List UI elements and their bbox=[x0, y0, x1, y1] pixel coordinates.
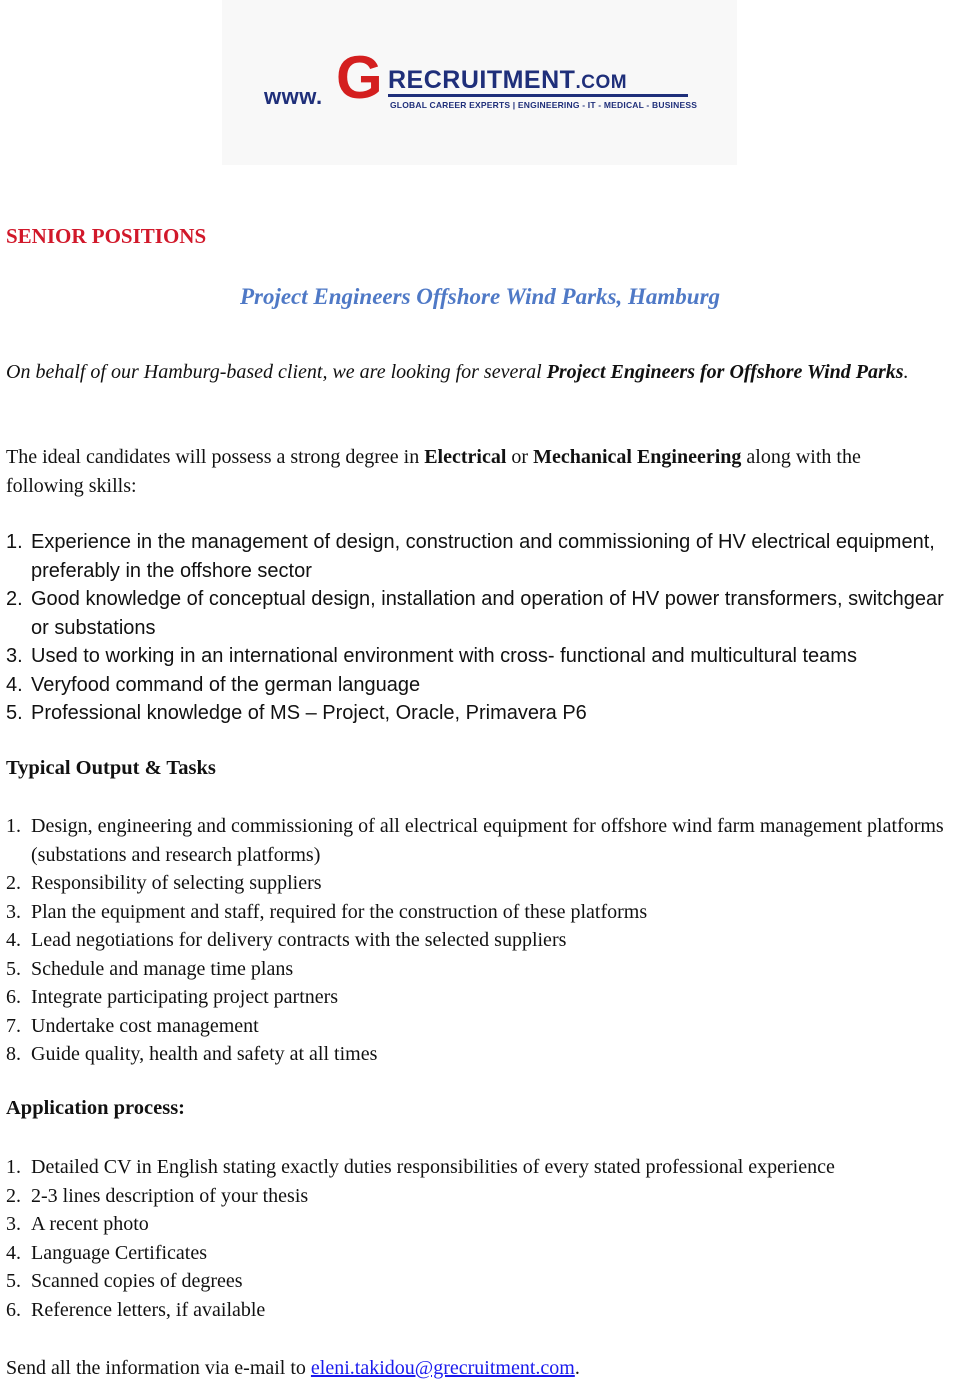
list-item bbox=[6, 1239, 956, 1268]
list-text: Experience in the management of design, construction and commissioning of HV electrical equipment, preferably in the offshore sector bbox=[31, 531, 935, 582]
list-item bbox=[6, 869, 956, 898]
list-item bbox=[6, 585, 956, 642]
list-text: Reference letters, if available bbox=[31, 1298, 266, 1321]
list-item bbox=[6, 983, 956, 1012]
list-item bbox=[6, 812, 956, 869]
list-text: A recent photo bbox=[31, 1213, 149, 1235]
ideal-paragraph bbox=[6, 443, 936, 501]
list-number: 7. bbox=[6, 1014, 21, 1037]
list-text: Professional knowledge of MS – Project, Oracle, Primavera P6 bbox=[31, 702, 587, 724]
list-number: 6. bbox=[6, 986, 21, 1008]
logo-www: www. bbox=[264, 84, 323, 109]
tasks-heading: Typical Output & Tasks bbox=[6, 757, 216, 779]
list-number: 4. bbox=[6, 673, 23, 696]
intro-text: On behalf of our Hamburg-based client, we are looking for several bbox=[6, 361, 547, 383]
list-item bbox=[6, 1210, 956, 1239]
footer-contact bbox=[6, 1354, 580, 1382]
footer-text: Send all the information via e-mail to bbox=[6, 1357, 311, 1379]
ideal-bold1: Electrical bbox=[424, 446, 507, 468]
list-text: Used to working in an international environment with cross- functional and multicultural teams bbox=[31, 645, 857, 667]
list-text: Veryfood command of the german language bbox=[31, 673, 421, 696]
list-text: Design, engineering and commissioning of all electrical equipment for offshore wind farm management platforms (substations and research platforms) bbox=[31, 815, 944, 866]
logo-name-text: RECRUITMENT bbox=[388, 66, 576, 94]
list-item bbox=[6, 699, 956, 728]
list-number: 3. bbox=[6, 645, 23, 667]
ideal-part2: or bbox=[506, 446, 534, 468]
list-text: Guide quality, health and safety at all times bbox=[31, 1043, 378, 1065]
logo-com: .COM bbox=[575, 72, 628, 93]
list-item bbox=[6, 1182, 956, 1211]
list-number: 4. bbox=[6, 1241, 21, 1264]
list-text: Scanned copies of degrees bbox=[31, 1270, 243, 1292]
list-number: 2. bbox=[6, 872, 21, 894]
list-text: 2-3 lines description of your thesis bbox=[31, 1184, 309, 1207]
list-number: 1. bbox=[6, 531, 23, 553]
logo-tagline: GLOBAL CAREER EXPERTS | ENGINEERING - IT - MEDICAL - BUSINESS bbox=[390, 100, 698, 110]
list-number: 5. bbox=[6, 957, 21, 980]
list-item bbox=[6, 642, 956, 671]
application-list bbox=[6, 1153, 956, 1324]
list-item bbox=[6, 1267, 956, 1296]
logo-name bbox=[388, 66, 627, 95]
list-text: Plan the equipment and staff, required for the construction of these platforms bbox=[31, 900, 648, 923]
ideal-part3: along with the following skills: bbox=[6, 446, 861, 497]
list-text: Detailed CV in English stating exactly duties responsibilities of every stated professional experience bbox=[31, 1156, 835, 1178]
list-text: Undertake cost management bbox=[31, 1014, 259, 1037]
list-number: 3. bbox=[6, 900, 21, 923]
list-number: 1. bbox=[6, 815, 21, 837]
logo-underline bbox=[388, 94, 688, 97]
list-number: 1. bbox=[6, 1156, 21, 1178]
list-number: 2. bbox=[6, 588, 23, 610]
list-text: Integrate participating project partners bbox=[31, 986, 339, 1008]
list-text: Responsibility of selecting suppliers bbox=[31, 872, 322, 894]
list-text: Lead negotiations for delivery contracts with the selected suppliers bbox=[31, 929, 567, 951]
email-link[interactable]: eleni.takidou@grecruitment.com bbox=[310, 1357, 575, 1379]
tasks-list bbox=[6, 812, 956, 1069]
skills-list bbox=[6, 528, 956, 728]
footer-end: . bbox=[574, 1357, 580, 1379]
list-item bbox=[6, 926, 956, 955]
list-item bbox=[6, 898, 956, 927]
list-item bbox=[6, 528, 956, 585]
list-number: 4. bbox=[6, 929, 21, 951]
company-logo bbox=[264, 44, 704, 124]
logo-g-mark: G bbox=[336, 44, 383, 111]
list-number: 5. bbox=[6, 1270, 21, 1292]
section-label: SENIOR POSITIONS bbox=[6, 224, 207, 248]
list-item bbox=[6, 1040, 956, 1069]
intro-bold: Project Engineers for Offshore Wind Parks bbox=[546, 361, 904, 383]
list-number: 8. bbox=[6, 1043, 21, 1065]
ideal-bold2: Mechanical Engineering bbox=[533, 446, 742, 468]
ideal-part1: The ideal candidates will possess a strong degree in bbox=[6, 446, 425, 468]
list-number: 3. bbox=[6, 1213, 21, 1235]
list-item bbox=[6, 1153, 956, 1182]
intro-end: . bbox=[903, 361, 909, 383]
list-item bbox=[6, 671, 956, 700]
list-item bbox=[6, 1012, 956, 1041]
list-text: Schedule and manage time plans bbox=[31, 957, 294, 980]
job-title: Project Engineers Offshore Wind Parks, Hamburg bbox=[239, 284, 721, 309]
intro-paragraph bbox=[6, 358, 936, 387]
list-text: Good knowledge of conceptual design, installation and operation of HV power transformers, switchgear or substations bbox=[31, 588, 944, 639]
list-item bbox=[6, 1296, 956, 1325]
application-heading: Application process: bbox=[6, 1097, 186, 1119]
list-text: Language Certificates bbox=[31, 1241, 208, 1264]
list-number: 2. bbox=[6, 1184, 21, 1207]
list-number: 6. bbox=[6, 1298, 21, 1321]
list-item bbox=[6, 955, 956, 984]
list-number: 5. bbox=[6, 702, 23, 724]
